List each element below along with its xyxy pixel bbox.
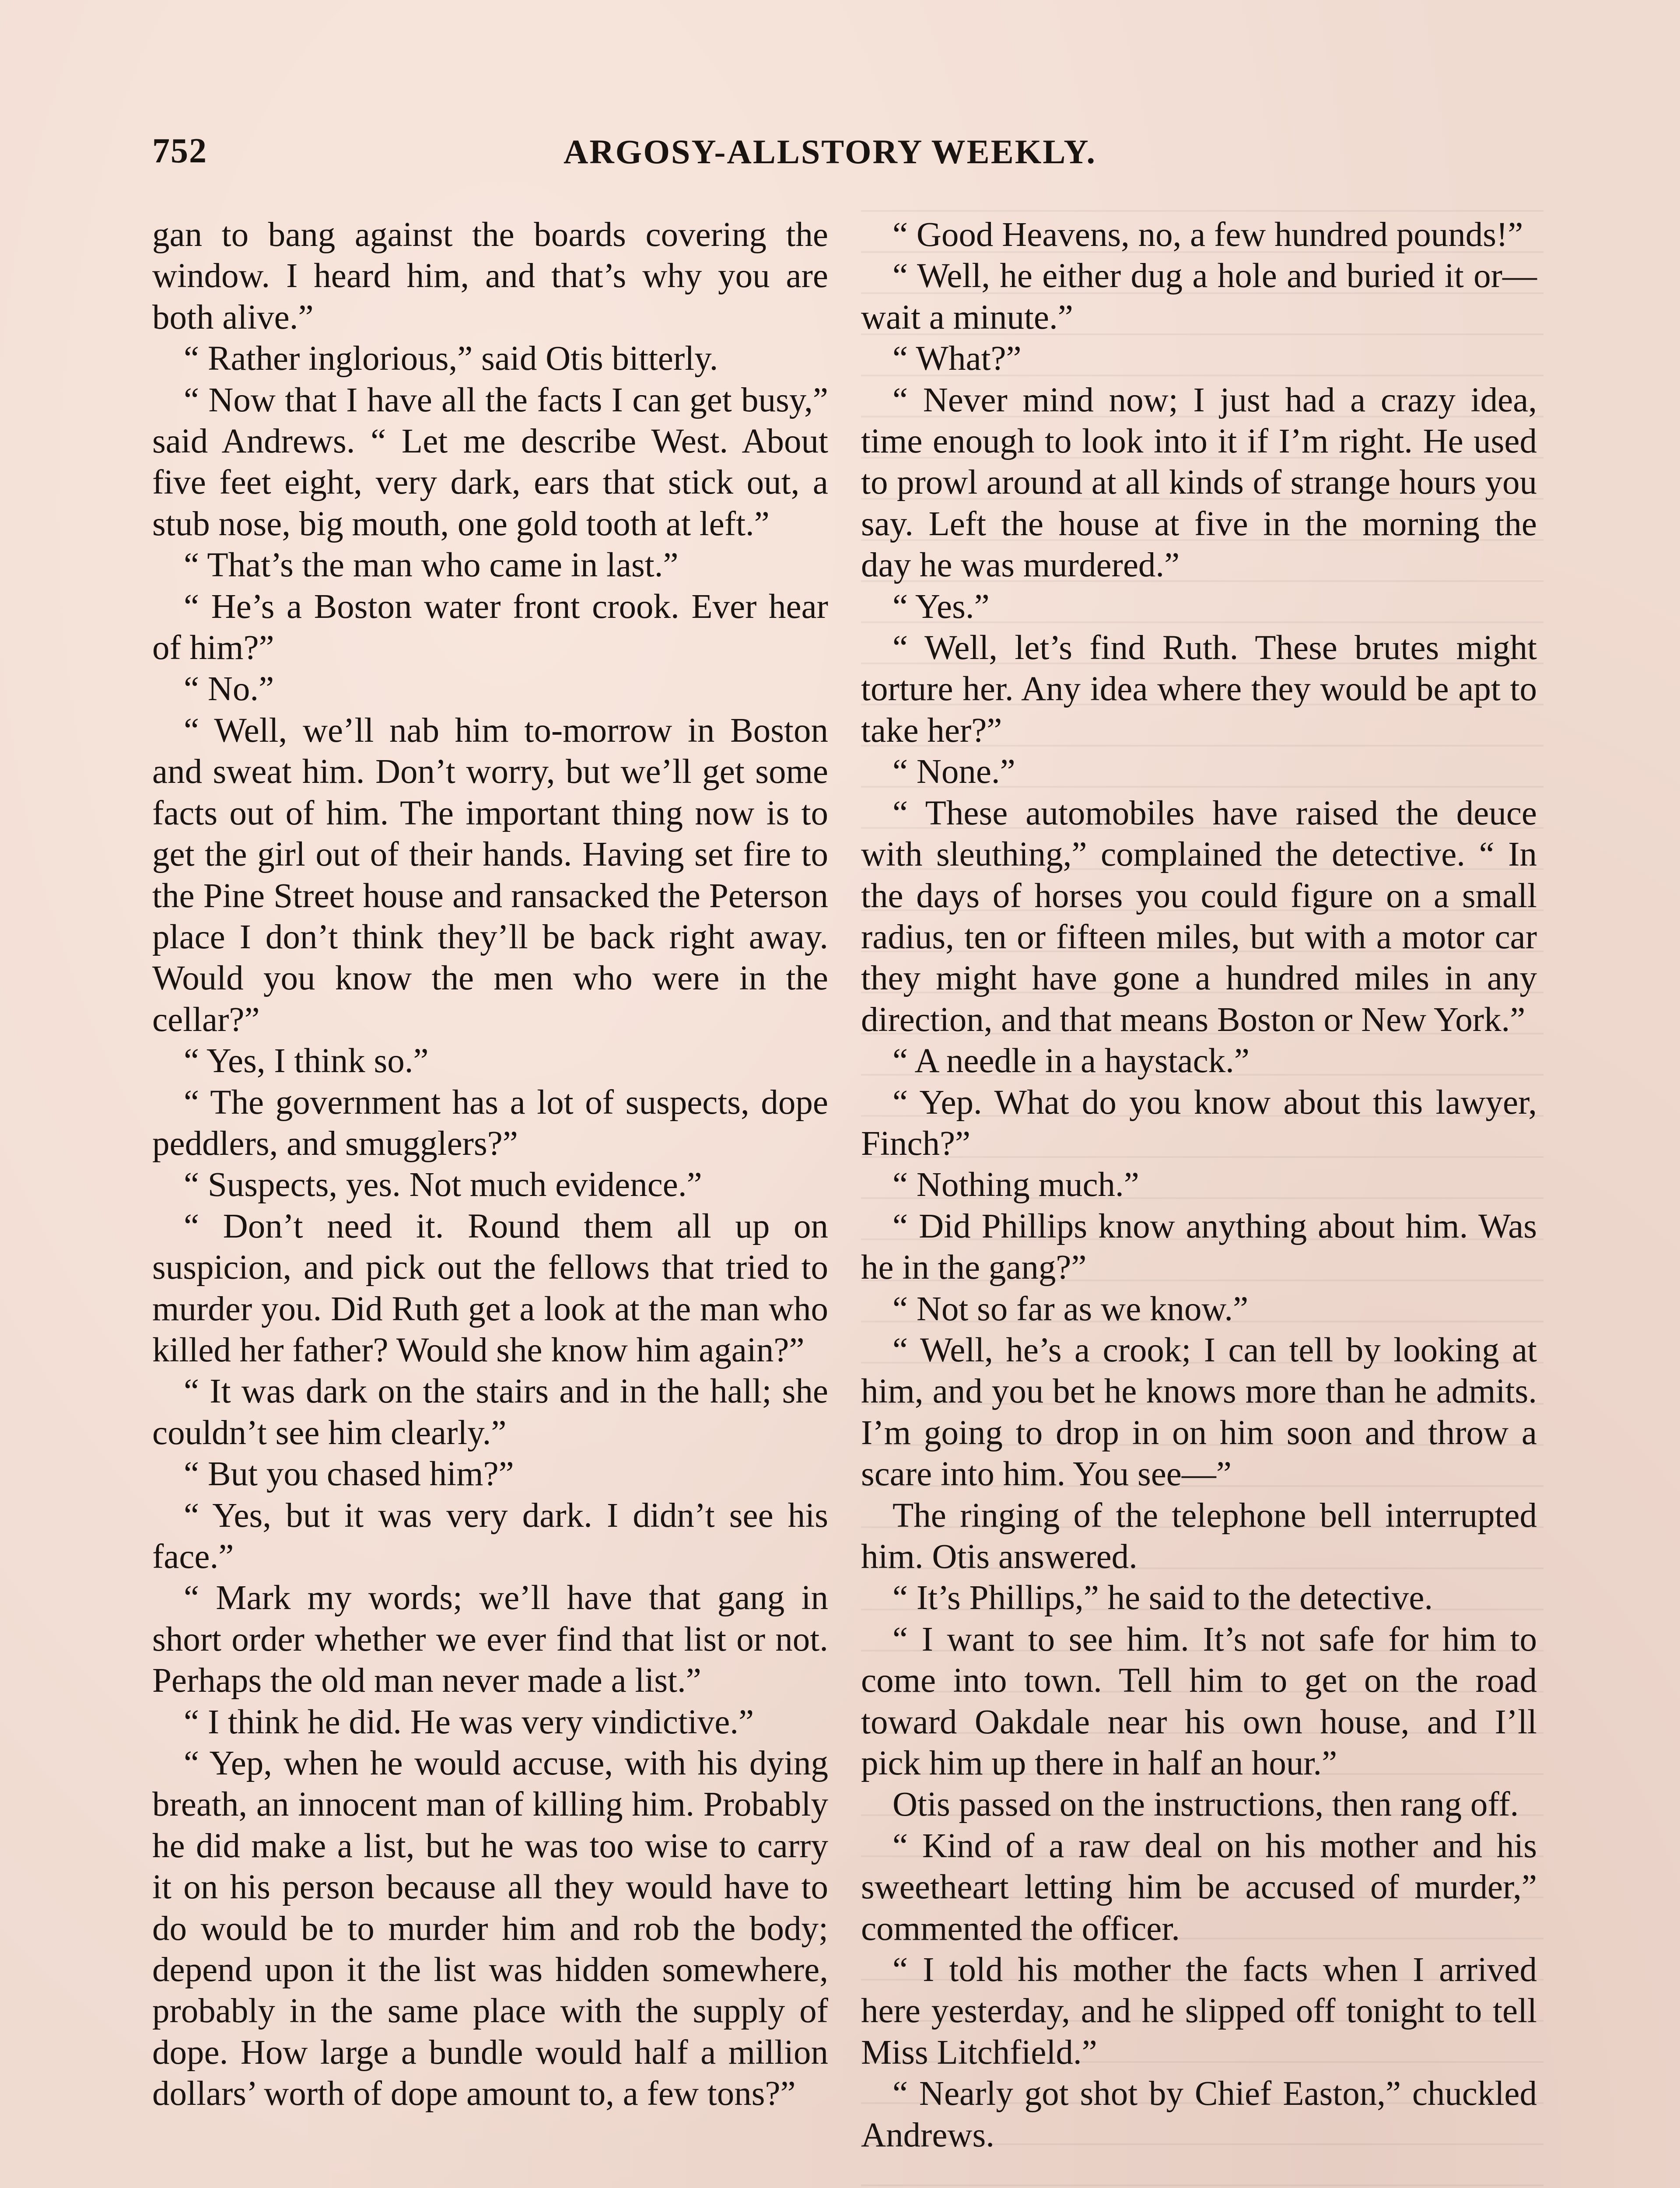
paragraph: “ I want to see him. It’s not safe for him to come into town. Tell him to get on the road toward Oakdale near his own house, and I’ll pick him up there in half an hour.”	[861, 1620, 1537, 1783]
paragraph: “ It’s Phillips,” he said to the detective.	[892, 1579, 1433, 1617]
paragraph: “ Mark my words; we’ll have that gang in short order whether we ever find that list or not. Perhaps the old man never made a list.”	[152, 1579, 828, 1700]
paragraph: “ Suspects, yes. Not much evidence.”	[184, 1166, 702, 1204]
paragraph: “ Nothing much.”	[892, 1166, 1139, 1204]
paragraph: “ Nearly got shot by Chief Easton,” chuckled Andrews.	[861, 2075, 1537, 2154]
paragraph: “ Yes, I think so.”	[184, 1042, 429, 1080]
paragraph: “ What?”	[892, 340, 1022, 378]
paragraph: Otis passed on the instructions, then rang off.	[892, 1785, 1519, 1824]
paragraph: “ No.”	[184, 670, 274, 708]
paragraph: “ I think he did. He was very vindictive.”	[184, 1703, 754, 1741]
paragraph: “ Now that I have all the facts I can get busy,” said Andrews. “ Let me describe West. About five feet eight, very dark, ears that stick out, a stub nose, big mouth, one gold tooth at left.”	[152, 381, 828, 543]
paragraph: “ Never mind now; I just had a crazy idea, time enough to look into it if I’m right. He used to prowl around at all kinds of strange hours you say. Left the house at five in the morning the day he was murdered.”	[861, 381, 1537, 585]
paragraph: “ Yes, but it was very dark. I didn’t see his face.”	[152, 1496, 828, 1576]
paragraph: “ Did Phillips know anything about him. Was he in the gang?”	[861, 1207, 1537, 1287]
paragraph: “ Yes.”	[892, 587, 990, 626]
paragraph: “ Rather inglorious,” said Otis bitterly.	[184, 340, 718, 378]
paragraph: “ Not so far as we know.”	[892, 1290, 1249, 1328]
page-number: 752	[152, 132, 207, 170]
paragraph: “ Well, we’ll nab him to-morrow in Boston and sweat him. Don’t worry, but we’ll get some facts out of him. The important thing now is to get the girl out of their hands. Having set fire to the Pine Street house and ransacked the Peterson place I don’t think they’ll be back right away. Would you know the men who were in the cellar?”	[152, 711, 828, 1039]
paragraph: “ Good Heavens, no, a few hundred pounds!”	[892, 216, 1523, 254]
paragraph: “ Yep. What do you know about this lawyer, Finch?”	[861, 1083, 1537, 1163]
paragraph: “ Well, let’s find Ruth. These brutes might torture her. Any idea where they would be apt to take her?”	[861, 629, 1537, 750]
paragraph: “ That’s the man who came in last.”	[184, 546, 679, 585]
paragraph: “ These automobiles have raised the deuce with sleuthing,” complained the detective. “ In the days of horses you could figure on a small radius, ten or fifteen miles, but with a motor car they might have gone a hundred miles in any direction, and that means Boston or New York.”	[861, 794, 1537, 1039]
left-column	[152, 214, 828, 2115]
paragraph: “ I told his mother the facts when I arrived here yesterday, and he slipped off tonight to tell Miss Litchfield.”	[861, 1951, 1537, 2072]
paragraph: “ The government has a lot of suspects, dope peddlers, and smugglers?”	[152, 1083, 828, 1163]
paragraph: “ Well, he’s a crook; I can tell by looking at him, and you bet he knows more than he admits. I’m going to drop in on him soon and throw a scare into him. You see—”	[861, 1331, 1537, 1494]
paragraph: “ But you chased him?”	[184, 1455, 514, 1494]
paragraph: “ Yep, when he would accuse, with his dying breath, an innocent man of killing him. Probably he did make a list, but he was too wise to carry it on his person because all they would have to do would be to murder him and rob the body; depend upon it the list was hidden somewhere, probably in the same place with the supply of dope. How large a bundle would half a million dollars’ worth of dope amount to, a few tons?”	[152, 1744, 828, 2113]
paragraph: “ He’s a Boston water front crook. Ever hear of him?”	[152, 587, 828, 667]
paragraph: “ It was dark on the stairs and in the hall; she couldn’t see him clearly.”	[152, 1372, 828, 1452]
paragraph: “ Kind of a raw deal on his mother and his sweetheart letting him be accused of murder,” commented the officer.	[861, 1827, 1537, 1948]
paragraph: The ringing of the telephone bell interrupted him. Otis answered.	[861, 1496, 1537, 1576]
paragraph: gan to bang against the boards covering the window. I heard him, and that’s why you are both alive.”	[152, 216, 828, 337]
paragraph: “ Well, he either dug a hole and buried it or—wait a minute.”	[861, 257, 1537, 337]
paragraph: “ A needle in a haystack.”	[892, 1042, 1250, 1080]
running-head: ARGOSY-ALLSTORY WEEKLY.	[564, 133, 1096, 171]
page-header	[152, 131, 1128, 184]
paragraph: “ Don’t need it. Round them all up on suspicion, and pick out the fellows that tried to murder you. Did Ruth get a look at the man who killed her father? Would she know him again?”	[152, 1207, 828, 1369]
right-column	[861, 214, 1537, 2156]
paragraph: “ None.”	[892, 753, 1015, 791]
